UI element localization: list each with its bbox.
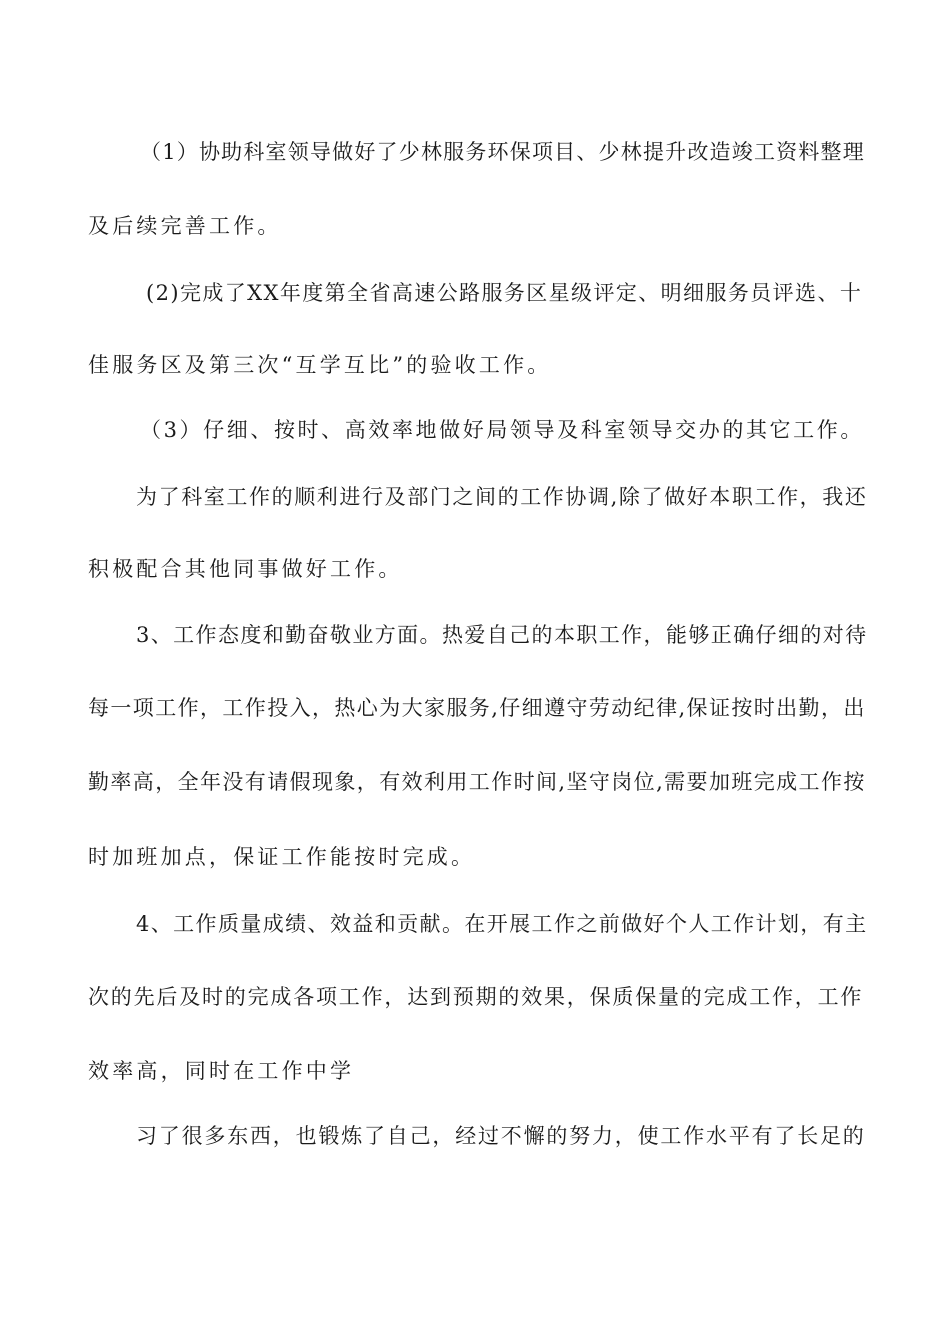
paragraph-6-line-1: 4、工作质量成绩、效益和贡献。在开展工作之前做好个人工作计划，有主 xyxy=(136,912,868,936)
paragraph-5-line-3: 勤率高，全年没有请假现象，有效利用工作时间,坚守岗位,需要加班完成工作按 xyxy=(88,770,866,794)
paragraph-6-line-3: 效率高，同时在工作中学 xyxy=(88,1059,355,1083)
paragraph-2-line-2: 佳服务区及第三次“互学互比”的验收工作。 xyxy=(88,353,552,377)
paragraph-3-line-1: （3）仔细、按时、高效率地做好局领导及科室领导交办的其它工作。 xyxy=(140,418,864,442)
paragraph-5-line-2: 每一项工作，工作投入，热心为大家服务,仔细遵守劳动纪律,保证按时出勤，出 xyxy=(88,696,866,720)
paragraph-4-line-1: 为了科室工作的顺利进行及部门之间的工作协调,除了做好本职工作，我还 xyxy=(136,485,868,509)
paragraph-4-line-2: 积极配合其他同事做好工作。 xyxy=(88,557,403,581)
paragraph-5-line-1: 3、工作态度和勤奋敬业方面。热爱自己的本职工作，能够正确仔细的对待 xyxy=(136,623,868,647)
paragraph-1-line-2: 及后续完善工作。 xyxy=(88,214,282,238)
paragraph-5-line-4: 时加班加点，保证工作能按时完成。 xyxy=(88,845,476,869)
paragraph-6-line-2: 次的先后及时的完成各项工作，达到预期的效果，保质保量的完成工作，工作 xyxy=(88,985,864,1009)
paragraph-2-line-1: (2)完成了XX年度第全省高速公路服务区星级评定、明细服务员评选、十 xyxy=(146,281,863,305)
paragraph-1-line-1: （1）协助科室领导做好了少林服务环保项目、少林提升改造竣工资料整理 xyxy=(140,140,865,164)
paragraph-7-line-1: 习了很多东西，也锻炼了自己，经过不懈的努力，使工作水平有了长足的 xyxy=(136,1124,866,1148)
